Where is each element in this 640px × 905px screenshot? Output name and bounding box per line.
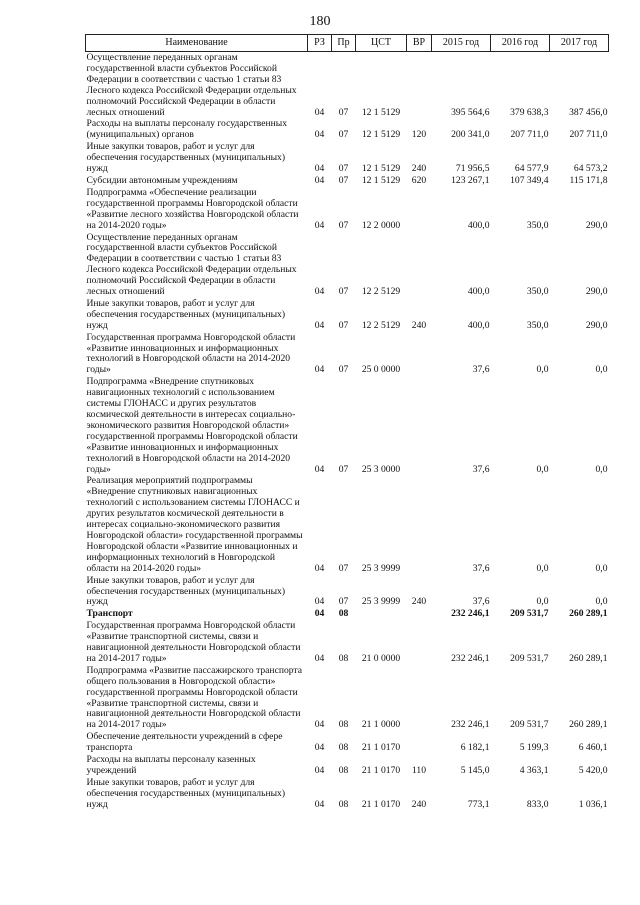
table-row [86, 620, 609, 665]
cell-2017: 207 711,0 [569, 129, 608, 141]
cell-name: Государственная программа Новгородской области «Развитие инновационных и информационных технологий в Новгородской области на 2014-2020 годы» [86, 331, 296, 376]
cell-2017: 290,0 [585, 319, 608, 331]
cell-rz: 04 [314, 742, 325, 754]
cell-name: Осуществление переданных органам государственной власти субъектов Российской Федерации в соответствии с частью 1 статьи 83 Лесного кодекса Российской Федерации отдельных полномочий Российской Федерации в области лесных отношений [86, 231, 297, 298]
cell-2015: 400,0 [467, 319, 490, 331]
cell-name: Расходы на выплаты персоналу государственных (муниципальных) органов [86, 118, 288, 141]
cell-2016: 209 531,7 [510, 652, 549, 664]
cell-cst: 12 2 5129 [361, 319, 401, 331]
cell-vr [407, 620, 432, 665]
cell-name: Осуществление переданных органам государственной власти субъектов Российской Федерации в соответствии с частью 1 статьи 83 Лесного кодекса Российской Федерации отдельных полномочий Российской Федерации в области лесных отношений [86, 52, 297, 118]
cell-2016: 350,0 [526, 219, 549, 231]
cell-2016: 350,0 [526, 286, 549, 298]
cell-rz: 04 [314, 719, 325, 731]
cell-2017: 290,0 [585, 219, 608, 231]
table-row [86, 608, 609, 620]
cell-cst: 12 1 5129 [361, 106, 401, 118]
cell-2016: 209 531,7 [510, 719, 549, 731]
cell-pr: 07 [338, 129, 349, 141]
table-row [86, 175, 609, 187]
table-body [86, 52, 609, 811]
table-row [86, 332, 609, 377]
cell-2017: 260 289,1 [569, 652, 608, 664]
cell-vr [407, 232, 432, 298]
cell-name: Иные закупки товаров, работ и услуг для обеспечения государственных (муниципальных) нужд [86, 141, 286, 175]
cell-2016: 0,0 [536, 463, 549, 475]
cell-2016: 64 577,9 [514, 163, 549, 175]
cell-name: Расходы на выплаты персоналу казенных учреждений [86, 754, 256, 776]
cell-cst: 25 3 9999 [361, 562, 401, 574]
header-2017: 2017 год [550, 35, 609, 52]
cell-vr [407, 187, 432, 232]
cell-rz: 04 [314, 765, 325, 776]
cell-rz: 04 [314, 798, 325, 810]
cell-2017: 260 289,1 [569, 719, 608, 731]
cell-cst: 12 2 0000 [361, 219, 401, 231]
cell-2015: 6 182,1 [460, 742, 490, 754]
cell-name: Подпрограмма «Обеспечение реализации государственной программы Новгородской области «Развитие лесного хозяйства Новгородской области на 2014-2020 годы» [86, 186, 299, 231]
cell-2017: 260 289,1 [569, 608, 608, 620]
cell-name: Подпрограмма «Внедрение спутниковых навигационных технологий с использованием системы ГЛОНАСС и других результатов космической деятельности в интересах социально-экономического развития Новгородской области» государственной программы Новгородской области «Развитие инновационных и информационных технологий в Новгородской области на 2014-2020 годы» [86, 376, 298, 475]
cell-2015: 200 341,0 [451, 129, 490, 141]
cell-pr: 07 [338, 319, 349, 331]
cell-cst: 12 1 5129 [361, 163, 401, 175]
cell-cst: 12 1 5129 [361, 129, 401, 141]
cell-vr [407, 608, 432, 620]
page-number: 180 [309, 14, 331, 29]
cell-name: Транспорт [86, 608, 133, 620]
cell-pr: 07 [338, 163, 349, 175]
cell-cst: 25 3 9999 [361, 596, 401, 608]
cell-2015: 395 564,6 [451, 106, 490, 118]
cell-2016: 0,0 [536, 562, 549, 574]
cell-cst: 12 1 5129 [361, 174, 401, 186]
table-row [86, 731, 609, 754]
cell-vr [407, 52, 432, 119]
cell-pr: 07 [338, 106, 349, 118]
budget-table [85, 34, 609, 811]
cell-2015: 71 956,5 [455, 163, 490, 175]
header-pr: Пр [332, 35, 356, 52]
cell-2016: 833,0 [526, 798, 549, 810]
cell-vr [407, 332, 432, 377]
cell-2016: 107 349,4 [510, 174, 549, 186]
cell-vr: 240 [411, 319, 427, 331]
cell-vr: 240 [411, 596, 427, 608]
header-rz: РЗ [308, 35, 332, 52]
cell-vr: 620 [411, 174, 427, 186]
cell-cst: 12 2 5129 [361, 286, 401, 298]
cell-2015: 37,6 [472, 463, 490, 475]
header-2016: 2016 год [491, 35, 550, 52]
cell-cst [356, 608, 407, 620]
table-row [86, 52, 609, 119]
cell-2017: 0,0 [595, 596, 608, 608]
cell-2015: 232 246,1 [451, 719, 490, 731]
cell-name: Иные закупки товаров, работ и услуг для обеспечения государственных (муниципальных) нужд [86, 574, 286, 608]
header-name: Наименование [86, 35, 308, 52]
cell-2016: 0,0 [536, 364, 549, 376]
cell-pr: 07 [338, 562, 349, 574]
cell-name: Реализация мероприятий подпрограммы «Внедрение спутниковых навигационных технологий с использованием системы ГЛОНАСС и других результатов космической деятельности в интересах социально-экономического развития Новгородской области» государственной программы Новгородской области «Развитие инновационных и информационных технологий в Новгородской области на 2014-2020 годы» [86, 475, 303, 574]
cell-rz: 04 [314, 129, 325, 141]
cell-2017: 115 171,8 [569, 174, 608, 186]
table-row [86, 141, 609, 175]
table-row [86, 298, 609, 332]
cell-2017: 6 460,1 [578, 742, 608, 754]
cell-vr [407, 731, 432, 754]
cell-cst: 25 0 0000 [361, 364, 401, 376]
cell-rz: 04 [314, 174, 325, 186]
cell-2017: 64 573,2 [573, 163, 608, 175]
cell-pr: 08 [338, 765, 349, 776]
cell-2015: 400,0 [467, 286, 490, 298]
cell-pr: 07 [338, 174, 349, 186]
cell-2015: 37,6 [472, 562, 490, 574]
cell-vr [407, 665, 432, 731]
cell-rz: 04 [314, 562, 325, 574]
table-row [86, 665, 609, 731]
cell-rz: 04 [314, 286, 325, 298]
cell-rz: 04 [314, 163, 325, 175]
cell-name: Подпрограмма «Развитие пассажирского транспорта общего пользования в Новгородской области» государственной программы Новгородской области «Развитие транспортной системы, связи и навигационной деятельности Новгородской области на 2014-2017 годы» [86, 664, 302, 731]
cell-pr: 08 [338, 798, 349, 810]
table-row [86, 754, 609, 777]
cell-name: Государственная программа Новгородской области «Развитие транспортной системы, связи и навигационной деятельности Новгородской области на 2014-2017 годы» [86, 620, 301, 664]
cell-rz: 04 [314, 652, 325, 664]
cell-pr: 08 [338, 652, 349, 664]
cell-pr: 07 [338, 364, 349, 376]
cell-2016: 379 638,3 [510, 106, 549, 118]
cell-name: Обеспечение деятельности учреждений в сфере транспорта [86, 731, 283, 754]
cell-2015: 37,6 [472, 364, 490, 376]
cell-cst: 21 1 0000 [361, 719, 401, 731]
cell-2017: 0,0 [595, 364, 608, 376]
cell-2015: 232 246,1 [451, 608, 490, 620]
table-row [86, 118, 609, 141]
cell-pr: 08 [338, 719, 349, 731]
cell-vr [407, 475, 432, 574]
header-cst: ЦСТ [356, 35, 407, 52]
cell-2017: 290,0 [585, 286, 608, 298]
cell-rz: 04 [314, 463, 325, 475]
cell-2015: 5 145,0 [460, 765, 490, 776]
cell-2016: 350,0 [526, 319, 549, 331]
cell-2015: 773,1 [467, 798, 490, 810]
header-row [86, 35, 609, 52]
cell-vr: 120 [411, 129, 427, 141]
cell-cst: 21 0 0000 [361, 652, 401, 664]
cell-2015: 232 246,1 [451, 652, 490, 664]
table-row [86, 376, 609, 475]
cell-rz: 04 [314, 106, 325, 118]
cell-2015: 37,6 [472, 596, 490, 608]
cell-vr: 110 [411, 765, 427, 776]
cell-pr: 08 [338, 742, 349, 754]
cell-rz: 04 [314, 219, 325, 231]
cell-2017: 387 456,0 [569, 106, 608, 118]
cell-vr [407, 376, 432, 475]
cell-pr: 07 [338, 219, 349, 231]
cell-2016: 207 711,0 [510, 129, 549, 141]
cell-cst: 21 1 0170 [361, 765, 401, 776]
cell-rz: 04 [314, 319, 325, 331]
cell-vr: 240 [411, 798, 427, 810]
header-2015: 2015 год [432, 35, 491, 52]
cell-2015: 123 267,1 [451, 174, 490, 186]
header-vr: ВР [407, 35, 432, 52]
table-row [86, 777, 609, 811]
cell-rz: 04 [314, 608, 325, 620]
table-row [86, 475, 609, 574]
cell-2017: 5 420,0 [578, 765, 608, 776]
cell-2016: 4 363,1 [519, 765, 549, 776]
cell-vr: 240 [411, 163, 427, 175]
cell-2015: 400,0 [467, 219, 490, 231]
cell-pr: 07 [338, 286, 349, 298]
cell-2017: 0,0 [595, 562, 608, 574]
cell-rz: 04 [314, 596, 325, 608]
cell-pr: 07 [338, 463, 349, 475]
cell-name: Иные закупки товаров, работ и услуг для обеспечения государственных (муниципальных) нужд [86, 297, 286, 331]
cell-pr: 08 [338, 608, 349, 620]
table-row [86, 187, 609, 232]
cell-rz: 04 [314, 364, 325, 376]
cell-2016: 5 199,3 [519, 742, 549, 754]
cell-2017: 1 036,1 [578, 798, 608, 810]
cell-2016: 0,0 [536, 596, 549, 608]
cell-cst: 25 3 0000 [361, 463, 401, 475]
cell-pr: 07 [338, 596, 349, 608]
cell-name: Субсидии автономным учреждениям [86, 174, 238, 186]
cell-cst: 21 1 0170 [361, 742, 401, 754]
cell-cst: 21 1 0170 [361, 798, 401, 810]
cell-2016: 209 531,7 [510, 608, 549, 620]
cell-2017: 0,0 [595, 463, 608, 475]
table-row [86, 232, 609, 298]
table-row [86, 575, 609, 609]
cell-name: Иные закупки товаров, работ и услуг для обеспечения государственных (муниципальных) нужд [86, 776, 286, 810]
